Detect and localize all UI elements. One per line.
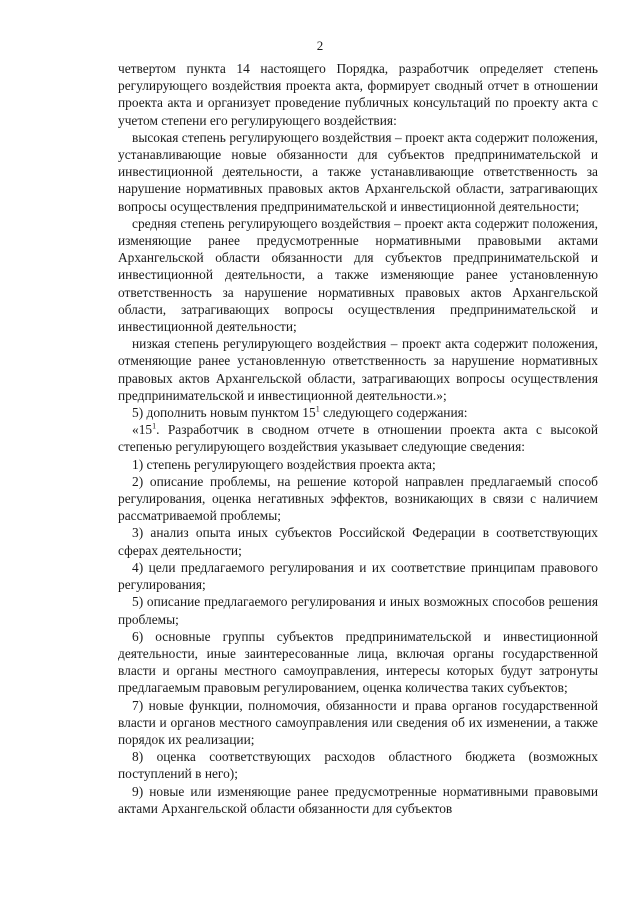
paragraph-high-degree: высокая степень регулирующего воздействия – проект акта содержит положения, устанавливающие новые обязанности для субъектов предпринимательской и инвестиционной деятельности, а также устанавливающие ответственность за нарушение нормативных правовых актов Архангельской области, затрагивающих вопросы осуществления предпринимательской и инвестиционной деятельности;	[118, 129, 598, 214]
item-5-superscript: 1	[315, 404, 320, 414]
clause-15-1-text: «15	[132, 422, 153, 438]
list-item-1: 1) степень регулирующего воздействия проекта акта;	[132, 456, 436, 472]
list-item-4: 4) цели предлагаемого регулирования и их соответствие принципам правового регулирования;	[118, 559, 598, 593]
list-item-2: 2) описание проблемы, на решение которой направлен предлагаемый способ регулирования, оценка негативных эффектов, возникающих в связи с наличием рассматриваемой проблемы;	[118, 473, 598, 524]
paragraph-item-5	[118, 404, 598, 421]
list-item-8: 8) оценка соответствующих расходов областного бюджета (возможных поступлений в него);	[118, 749, 598, 782]
paragraph-medium-degree: средняя степень регулирующего воздействия – проект акта содержит положения, изменяющие ранее предусмотренные нормативными правовыми актами Архангельской области обязанности для субъектов предпринимательской и инвестиционной деятельности, а также изменяющие ранее установленную ответственность за нарушение нормативных правовых актов Архангельской области, затрагивающих вопросы осуществления предпринимательской и инвестиционной деятельности;	[118, 215, 598, 335]
paragraph-low-degree: низкая степень регулирующего воздействия – проект акта содержит положения, отменяющие ранее установленную ответственность за нарушение нормативных правовых актов Архангельской области, затрагивающих вопросы осуществления предпринимательской и инвестиционной деятельности.»;	[118, 336, 598, 403]
clause-15-1-text-end: . Разработчик в сводном отчете в отношении проекта акта с высокой степенью регулирующего воздействия указывает следующие сведения:	[118, 422, 598, 455]
item-5-text-end: следующего содержания:	[319, 405, 468, 421]
page-number: 2	[316, 38, 324, 53]
paragraph-clause-15-1	[118, 421, 598, 455]
clause-15-1-superscript: 1	[152, 421, 157, 431]
list-item-7: 7) новые функции, полномочия, обязанности и права органов государственной власти и органов местного самоуправления или сведения об их изменении, а также порядок их реализации;	[118, 697, 598, 747]
document-body	[118, 60, 598, 817]
item-5-text: 5) дополнить новым пунктом 15	[132, 405, 316, 421]
list-item-3: 3) анализ опыта иных субъектов Российской Федерации в соответствующих сферах деятельности;	[118, 525, 598, 558]
paragraph-intro: четвертом пункта 14 настоящего Порядка, разработчик определяет степень регулирующего воздействия проекта акта, формирует сводный отчет в отношении проекта акта и организует проведение публичных консультаций по проекту акта с учетом степени его регулирующего воздействия:	[118, 61, 598, 128]
list-item-9: 9) новые или изменяющие ранее предусмотренные нормативными правовыми актами Архангельской области обязанности для субъектов	[118, 783, 598, 816]
list-item-6: 6) основные группы субъектов предпринимательской и инвестиционной деятельности, иные заинтересованные лица, включая органы государственной власти и органы местного самоуправления, интересы которых будут затронуты предлагаемым правовым регулированием, оценка количества таких субъектов;	[118, 628, 598, 696]
list-item-5: 5) описание предлагаемого регулирования и иных возможных способов решения проблемы;	[118, 594, 598, 627]
